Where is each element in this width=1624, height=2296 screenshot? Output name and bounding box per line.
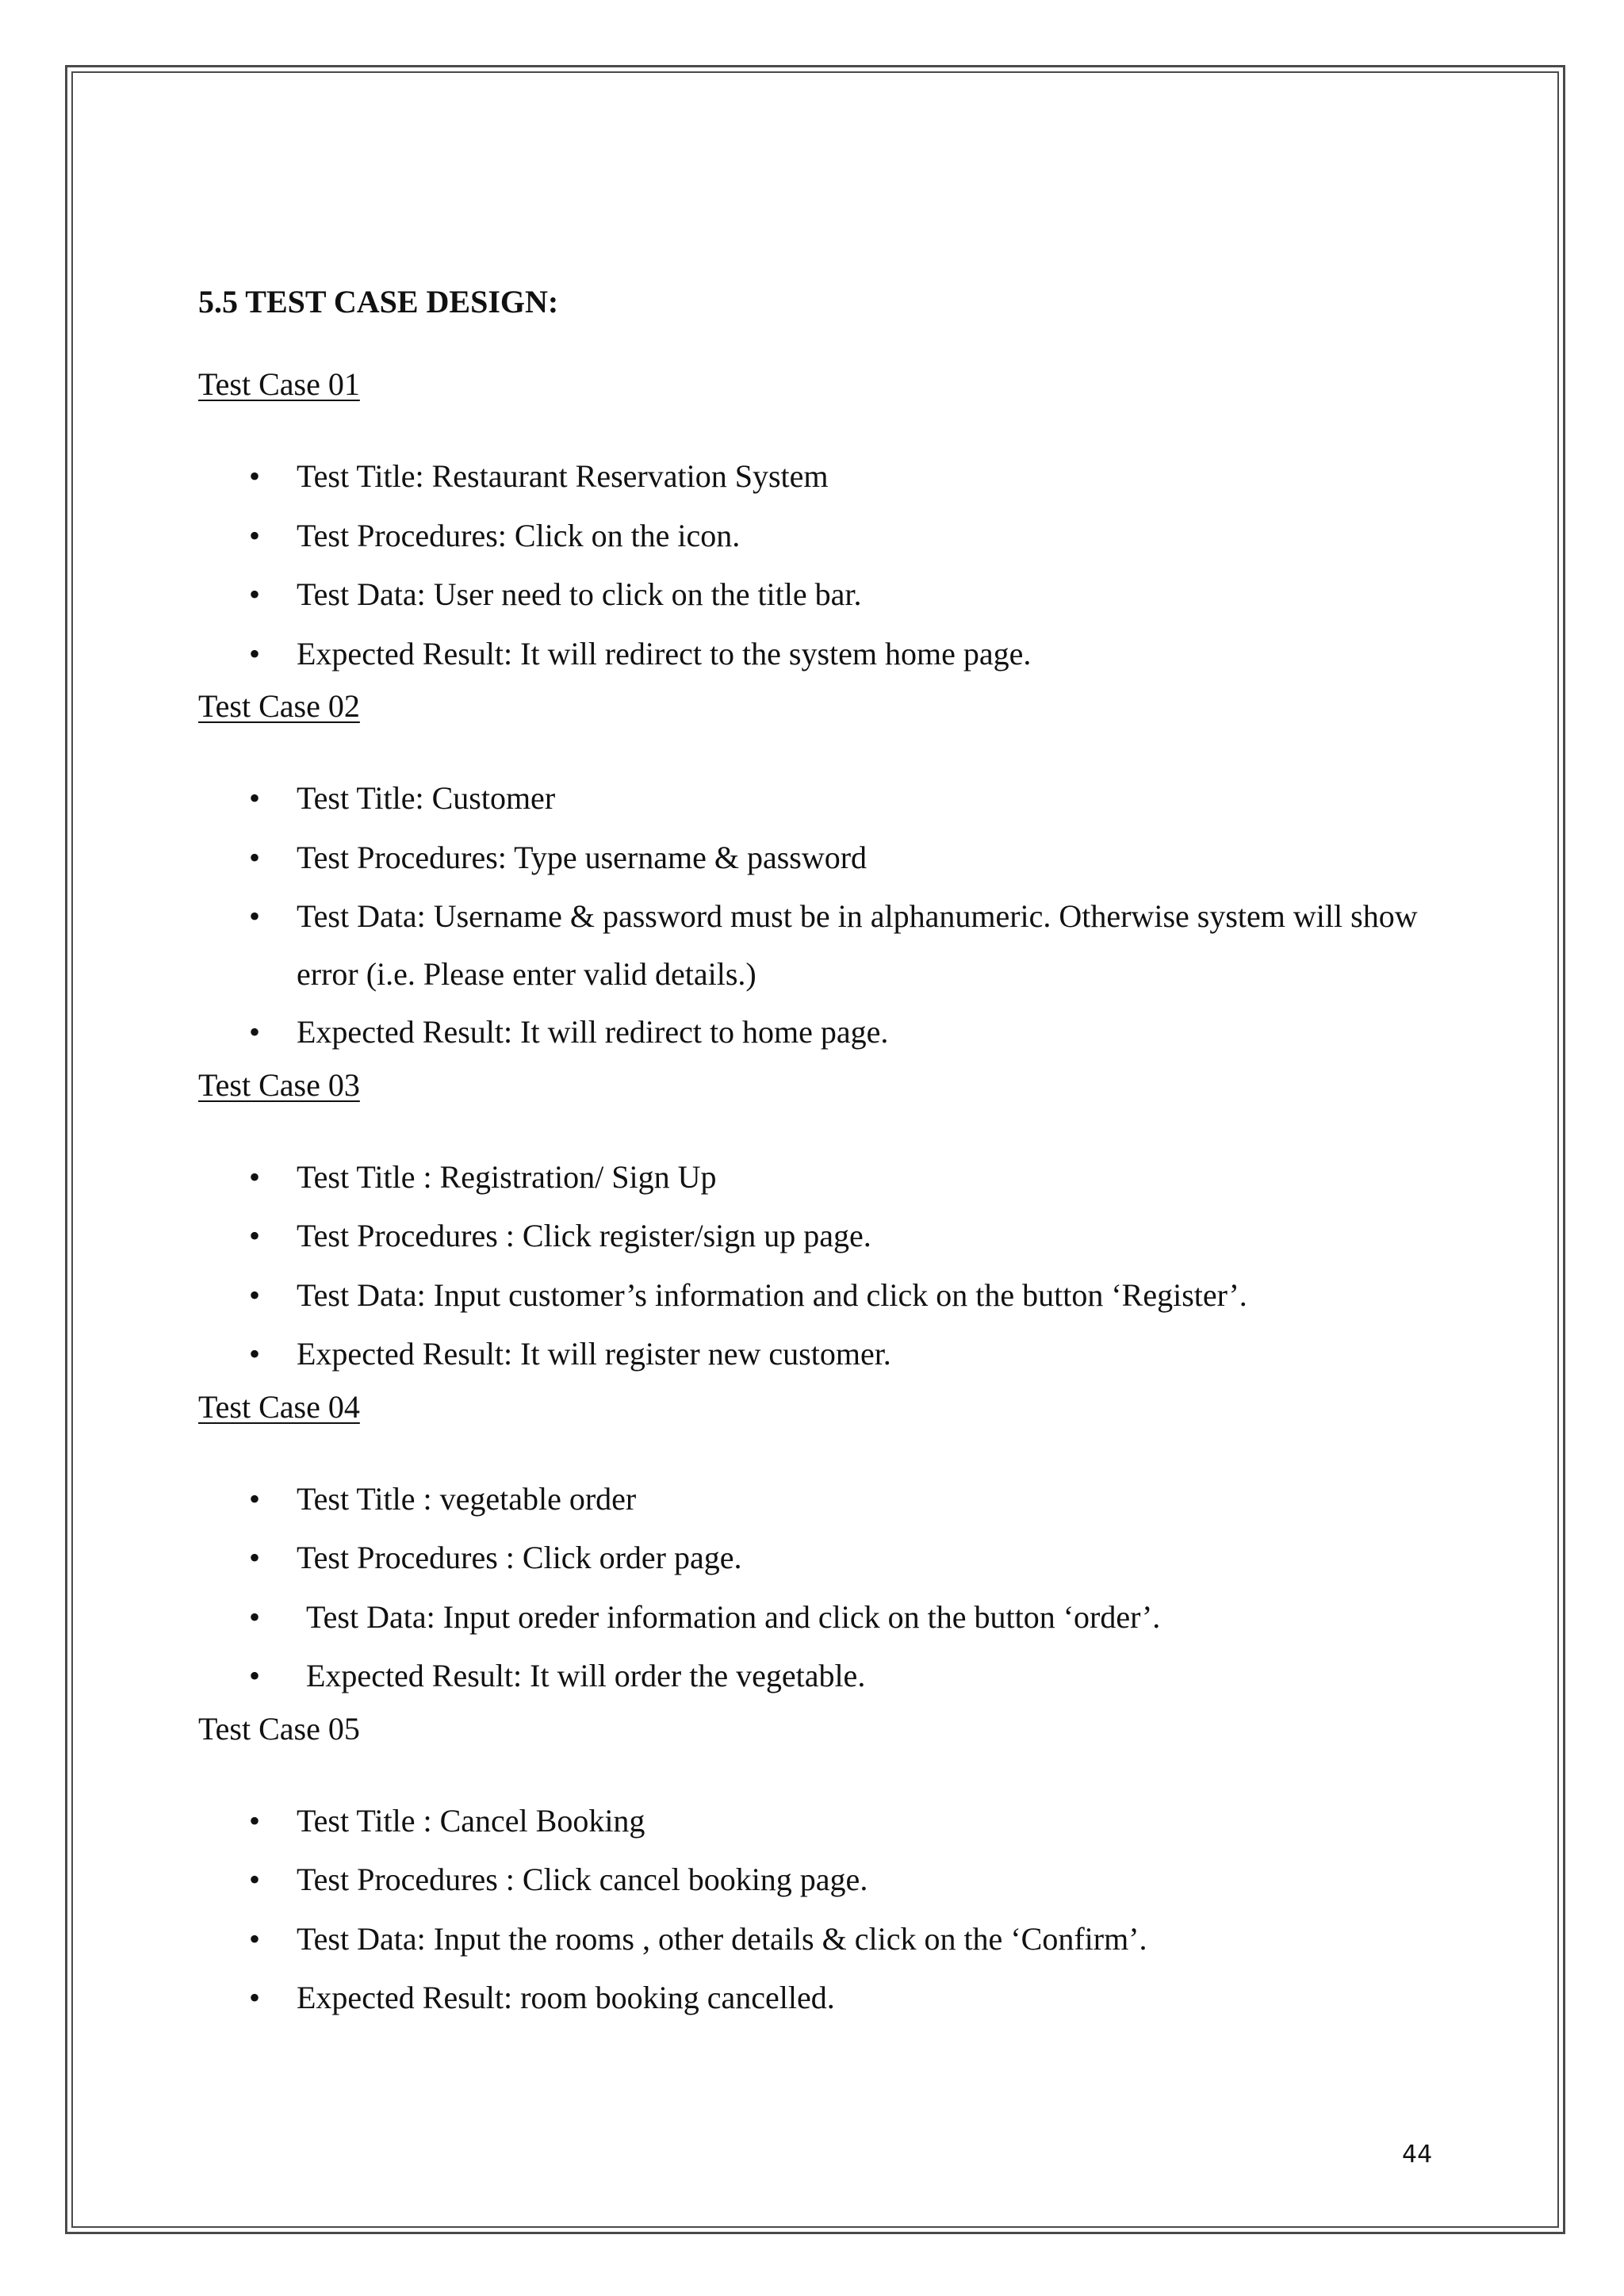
document-body <box>198 279 1435 2028</box>
bullet-icon: • <box>249 458 261 494</box>
list-item: • Test Procedures : Click order page. <box>198 1529 1435 1588</box>
test-case-title: Test Case 04 <box>198 1388 360 1425</box>
test-case-title: Test Case 02 <box>198 688 360 724</box>
bullet-icon: • <box>249 1480 261 1517</box>
bullet-icon: • <box>249 1980 261 2015</box>
list-item: • Test Title : Cancel Booking <box>198 1792 1435 1851</box>
test-case-03 <box>198 1062 1435 1384</box>
bullet-icon: • <box>249 1540 261 1575</box>
bullet-icon: • <box>249 1336 261 1372</box>
test-case-items <box>198 769 1435 1062</box>
list-item: • Test Data: Username & password must be in alphanumeric. Otherwise system will show error (i.e. Please enter valid details.) <box>198 887 1435 1003</box>
test-case-items <box>198 1148 1435 1384</box>
bullet-icon: • <box>249 1014 261 1050</box>
list-item: • Test Title : Registration/ Sign Up <box>198 1148 1435 1207</box>
bullet-icon: • <box>249 1658 261 1693</box>
test-case-05 <box>198 1706 1435 2028</box>
list-item: • Expected Result: It will order the vegetable. <box>198 1647 1435 1706</box>
bullet-icon: • <box>249 1598 261 1635</box>
page-number: 44 <box>1402 2141 1433 2168</box>
test-case-title: Test Case 05 <box>198 1710 360 1747</box>
bullet-icon: • <box>249 898 261 934</box>
bullet-icon: • <box>249 1920 261 1957</box>
list-item: • Test Title : vegetable order <box>198 1470 1435 1529</box>
bullet-icon: • <box>249 1218 261 1253</box>
list-item: • Test Procedures : Click register/sign up page. <box>198 1207 1435 1266</box>
test-case-title: Test Case 01 <box>198 366 360 402</box>
test-case-items <box>198 1470 1435 1706</box>
bullet-icon: • <box>249 576 261 612</box>
bullet-icon: • <box>249 517 261 553</box>
test-case-items <box>198 1792 1435 2028</box>
bullet-icon: • <box>249 780 261 816</box>
bullet-icon: • <box>249 1276 261 1313</box>
bullet-icon: • <box>249 839 261 875</box>
list-item: • Test Procedures: Click on the icon. <box>198 507 1435 566</box>
list-item: • Test Title: Customer <box>198 769 1435 828</box>
list-item: • Expected Result: room booking cancelled. <box>198 1969 1435 2028</box>
list-item: • Expected Result: It will register new customer. <box>198 1325 1435 1384</box>
list-item: • Test Data: Input oreder information and click on the button ‘order’. <box>198 1588 1435 1647</box>
test-case-title: Test Case 03 <box>198 1066 360 1103</box>
list-item: • Expected Result: It will redirect to home page. <box>198 1003 1435 1062</box>
list-item: • Test Procedures: Type username & password <box>198 828 1435 888</box>
bullet-icon: • <box>249 635 261 672</box>
bullet-icon: • <box>249 1802 261 1839</box>
list-item: • Test Data: Input customer’s information and click on the button ‘Register’. <box>198 1266 1435 1326</box>
section-heading: 5.5 TEST CASE DESIGN: <box>198 284 559 320</box>
test-case-02 <box>198 683 1435 1062</box>
list-item: • Test Title: Restaurant Reservation System <box>198 447 1435 507</box>
list-item: • Expected Result: It will redirect to the system home page. <box>198 625 1435 684</box>
bullet-icon: • <box>249 1862 261 1897</box>
list-item: • Test Procedures : Click cancel booking page. <box>198 1850 1435 1910</box>
bullet-icon: • <box>249 1158 261 1195</box>
test-case-01 <box>198 362 1435 683</box>
list-item: • Test Data: User need to click on the title bar. <box>198 565 1435 625</box>
test-case-items <box>198 447 1435 683</box>
test-case-04 <box>198 1384 1435 1706</box>
list-item: • Test Data: Input the rooms , other details & click on the ‘Confirm’. <box>198 1910 1435 1969</box>
